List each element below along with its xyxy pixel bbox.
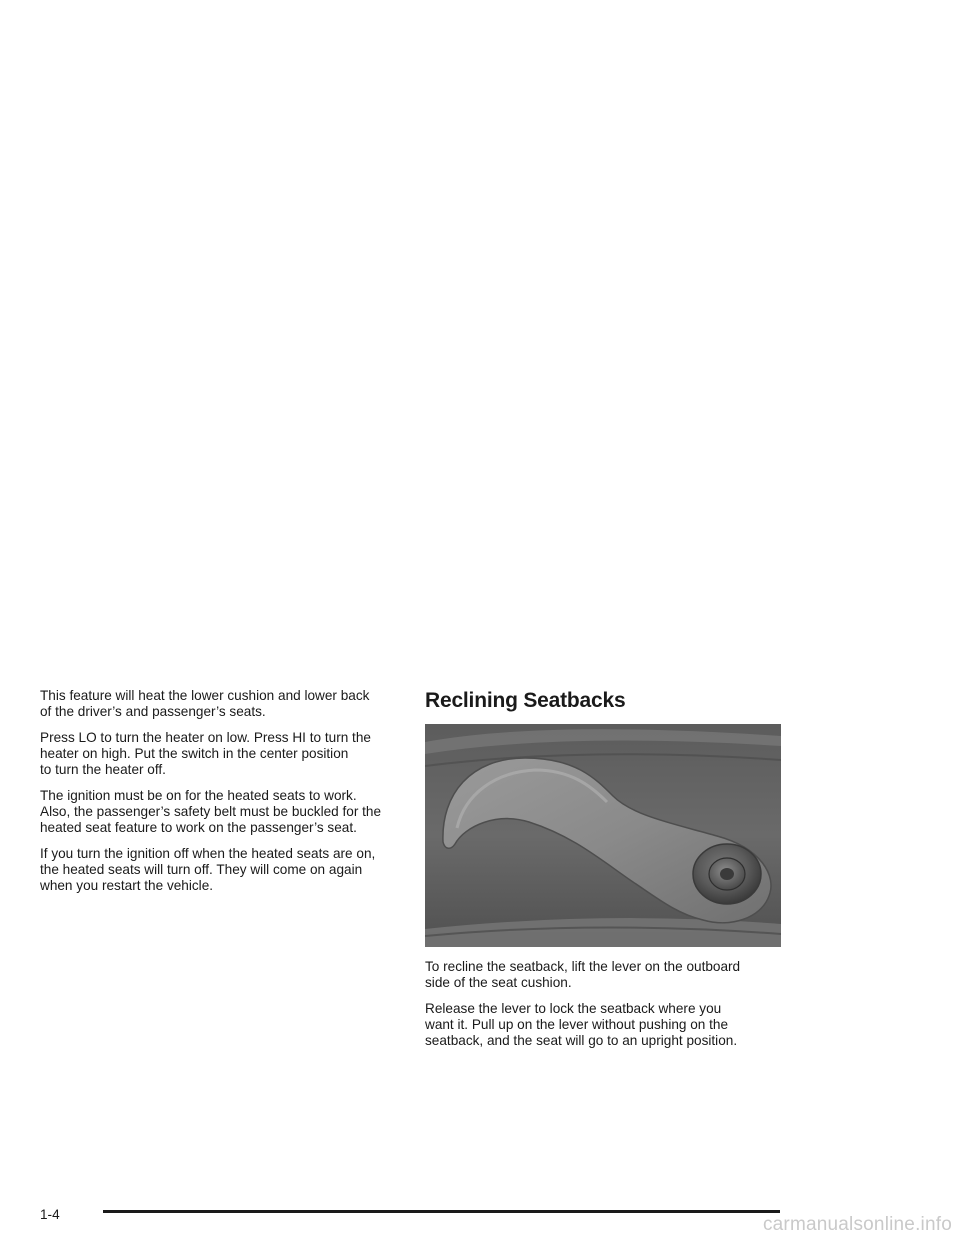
heated-seats-paragraph-4: If you turn the ignition off when the heated seats are on, the heated seats will turn off. They will come on again when you restart the vehicle. <box>40 846 376 893</box>
seatback-lever-photo <box>425 724 781 947</box>
footer-rule <box>103 1210 780 1213</box>
section-heading: Reclining Seatbacks <box>425 689 626 712</box>
right-column <box>425 688 783 1059</box>
watermark: carmanualsonline.info <box>762 1214 952 1235</box>
recline-paragraph-2: Release the lever to lock the seatback where you want it. Pull up on the lever without pushing on the seatback, and the seat will go to an upright position. <box>425 1001 738 1048</box>
left-column <box>40 688 402 904</box>
heated-seats-paragraph-1: This feature will heat the lower cushion and lower back of the driver’s and passenger’s seats. <box>40 688 370 719</box>
recline-paragraph-1: To recline the seatback, lift the lever on the outboard side of the seat cushion. <box>425 959 741 990</box>
heated-seats-paragraph-3: The ignition must be on for the heated seats to work. Also, the passenger’s safety belt must be buckled for the heated seat feature to work on the passenger’s seat. <box>40 788 382 835</box>
page-number: 1-4 <box>40 1207 60 1222</box>
heated-seats-paragraph-2: Press LO to turn the heater on low. Press HI to turn the heater on high. Put the switch in the center position to turn the heater off. <box>40 730 371 777</box>
